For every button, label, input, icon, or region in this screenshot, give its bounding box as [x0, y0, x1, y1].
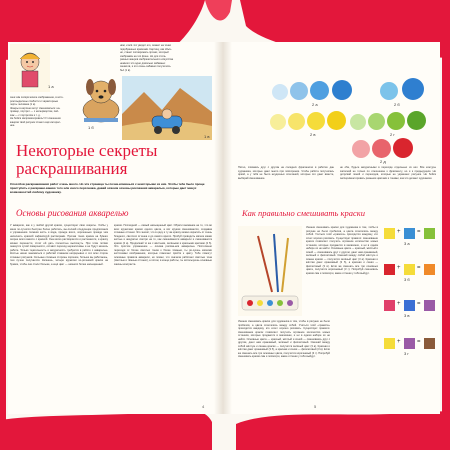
swatch-red-1 [352, 140, 370, 158]
bold-intro-text: Способов раскрашивания работ очень много. Но эта страница ты позна-комишься с некоторыми из них. Чтобы тебе было проще приступить к раскраши-ванию того или иного персонажа, давай освоим основы рисования акварелью, которые дает минус возможностей любому художнику. [10, 182, 205, 194]
text-line: подобранных красками. Картину, как обыч- [120, 47, 172, 51]
equals-sign: = [417, 265, 421, 271]
mix-violet-square [424, 300, 435, 311]
swatch-green-4 [407, 111, 426, 130]
mix-green-square [424, 228, 435, 239]
caption-2a: 2 а [312, 102, 318, 107]
caption-3b: 3 б [404, 277, 410, 282]
mix-red-square [384, 264, 395, 275]
intro-line: пример, портрет — с натюрмортом, пей- [10, 110, 59, 113]
text-line: разных жанров изобразительного искусства [120, 58, 174, 61]
caption-1v: 1 в [204, 134, 210, 139]
swatch-yellow-3 [307, 112, 325, 130]
text-line: сюжетов, и это очень забавно получилось [120, 65, 171, 68]
swatch-green-1 [350, 114, 366, 130]
main-title-line2: раскрашивания [16, 159, 128, 178]
top-right-text [120, 44, 210, 72]
caption-1a: 1 а [48, 84, 54, 89]
caption-2d: 2 д [380, 159, 386, 164]
text-line: изображён на это фоне. Но для столь [120, 54, 166, 58]
equals-sign: = [417, 301, 421, 307]
mix-brown-square [424, 338, 435, 349]
plus-sign: + [397, 339, 401, 345]
equals-sign: = [417, 339, 421, 345]
swatch-green-3 [387, 112, 405, 130]
caption-3v: 3 в [404, 313, 410, 318]
swatch-yellow-4 [327, 111, 346, 130]
caption-1b: 1 б [88, 125, 94, 130]
top-text-right: не оба, будьте аккуратными в переходе отдельных из них. Все контуры заполняй не только по отношению к фрагменту, но и к предыдущим. Не допускай линий и переходов, которые не украшают рисунок. Не бойся экспериментировать разными цветами и тонами, как это делают художники. [340, 166, 436, 180]
plus-sign: + [397, 265, 401, 271]
swatch-deep-blue [402, 78, 424, 100]
drawing-dog-illustration [74, 70, 128, 128]
text-line: но, станет соповрожать прозах, который [120, 51, 169, 54]
swatch-blue-2 [290, 82, 308, 100]
caption-2b: 2 б [394, 102, 400, 107]
mix-yellow-square-2 [404, 264, 415, 275]
intro-line: ром выделены слабости и характерные [10, 99, 59, 103]
heading-mixing: Как правильно смешивать краски [242, 208, 365, 218]
brushes-palette-illustration [238, 226, 302, 316]
left-red-edge [0, 0, 6, 450]
drawing-girl-illustration [10, 44, 50, 92]
right-page-number: 5 [314, 404, 317, 409]
text-line: нём, и всё что увидит его, скажет на тонко [120, 44, 172, 47]
plus-sign: + [397, 301, 401, 307]
swatch-blue-3 [310, 81, 329, 100]
swatch-blue-4 [332, 80, 352, 100]
intro-line: заж — с портретом и т. д. [10, 113, 41, 117]
right-red-edge [442, 0, 450, 450]
caption-2v: 2 в [310, 132, 316, 137]
top-text-left: Пятно, сливаясь друг с другом на соседних фрагментах в работах дан художника, которые дают много при повторении. Чтобы работа получилась яркой, а у тебя не было неудачных сочетаний, которые это дают вместе, выбирай смешивание. [238, 166, 334, 180]
mix-violet-square-2 [404, 338, 415, 349]
main-title-line1: Некоторые секреты [16, 141, 158, 160]
right-page [232, 42, 440, 414]
gutter [214, 42, 232, 414]
text-line: немного это одно довольно забавных [120, 61, 166, 65]
swatch-red-3 [393, 138, 413, 158]
swatch-green-2 [368, 113, 385, 130]
mix-blue-square-2 [404, 300, 415, 311]
intro-text [10, 96, 70, 128]
swatch-red-2 [372, 139, 391, 158]
drawing-car-landscape [122, 76, 212, 140]
intro-line: нее. [10, 124, 16, 127]
swatch-blue-1 [272, 84, 288, 100]
mix-yellow-square-3 [384, 338, 395, 349]
mixing-text: Умение смешивать краски для художника в том, чтобы в рисунке не было пробелов, а цвета сочетались между собой. Учиться этой «грамоте» приходится каждому, кто хочет хорошо рисовать. Существует правило: смешивание красок позволяет получить огромное количество новых оттенков, которые продаются в магазинах, и ни в одном наборе их не найти. Основные цвета — красный, жёлтый и синий — смешиваясь друг с другом, дают нам оранжевый, зелёный и фиолетовый. Смешай между собой жёлтую и синюю краски — получится зелёный цвет (3 а). Красная и жёлтая дают оранжевый (3 б), а красная и синяя — фиолетовый (3 в). Если же смешать все три основных цвета, получится коричневый (3 г). Попробуй смешивать краски сам и посмотри, какие оттенки у тебя выйдут. [306, 226, 378, 275]
left-page [8, 42, 214, 414]
text-line: бы! (1 в). [120, 68, 131, 72]
column-1-text: У акварели, как и у любой другой краски, существуют свои секреты. Чтобы у меня по-лучился быстрее более работать, вы-полняй следующие предписания и упражнения. Нижняя кисть и вода, прежде всего, хорошенько прежде чем наполнить краской зафиксируй растворами. Прочая тонко краска на бумаге скорее всего вместе с краской. Она мягко растворяется и растекается, и краску можно перенести, стоит ей дать полностью высохнуть. При этом потёки окажутся сухой поверхности, оставят переход неразличимы и не будут мешать работе. Только тщательность и аккуратность требуется в работе с акварелью. Кистью начни заниматься и работай стаканом непрерывно и ото всех сторон сложных рисунков. Сильные сложные стороны хорошие, больше вы работаешь, тем лучше получается. Капнешь, четыре кружочки ко-ричневой краски на бумаге, чтобы они стали больше, а ещё цвет — немного более насыщенный. [10, 224, 108, 266]
swatch-yellow-2 [288, 113, 305, 130]
mix-blue-square [404, 228, 415, 239]
mix-yellow-square [384, 228, 395, 239]
swatch-yellow-1 [270, 114, 286, 130]
caption-3g: 3 г [404, 351, 409, 356]
column-2-text: краски. Последний — самый насыщенный цвет. Обрати внимание на то, что во всех кружочках краски одного цвета, а вот кружки смешиваются, создавая сложные оттенки. Это значит, что в одну и ту же краску можно окрасить от очень бледного, светлого оттенка и до самого яркого. Пробуй проводить мягкие мазки кистью и аккуратно смотри на то, как смешиваются акварели и смешиваются краски (2 а). Продолжай то же с жёлтыми, зелёными и красными цветами (2 б). Это простое упражнение — основа рисова-ния акварелью. Постепенно переходя от более светлых тонов к более тёмным, ты ри-суешь мягкими кисточками изображения, которые помогают прийти к цвету. Тебе помогут основные правила акварели, но помни, что сначала работают светлые тона (светлые и тёмные оттенки), а потом, в конце работы, ты используешь основные законы контраста. [114, 224, 212, 266]
intro-line: сюж хим сатирическое изображение, в кото- [10, 96, 64, 99]
intro-line: Не бойся импровизировать! От смешения [10, 117, 61, 120]
left-page-number: 4 [202, 404, 205, 409]
subheading-watercolor: Основы рисования акварелью [16, 208, 129, 218]
mix-orange-square [424, 264, 435, 275]
swatch-light-blue [380, 82, 398, 100]
mix-red-square-2 [384, 300, 395, 311]
caption-3a: 3 а [404, 241, 410, 246]
intro-line: жанров твой рисунок станет ещё интерес- [10, 120, 61, 124]
intro-line: Жанры в картине могут смешиваться: на- [10, 106, 61, 110]
caption-2g: 2 г [390, 132, 395, 137]
plus-sign: + [397, 229, 401, 235]
intro-line: черты человека (1 а). [10, 103, 36, 106]
mixing-text-part-lower: Умение смешивать краски для художника в том, чтобы в рисунке не было пробелов, а цвета сочетались между собой. Учиться этой «грамоте» приходится каждому, кто хочет хорошо рисовать. Существует правило: смешивание красок позволяет получить огромное количество новых оттенков, которые продаются в магазинах, и ни в одном наборе их не найти. Основные цвета — красный, жёлтый и синий — смешиваясь друг с другом, дают нам оранжевый, зелёный и фиолетовый. Смешай между собой жёлтую и синюю краски — получится зелёный цвет (3 а). Красная и жёлтая дают оранжевый (3 б), а красная и синяя — фиолетовый (3 в). Если же смешать все три основных цвета, получится коричневый (3 г). Попробуй смешивать краски сам и посмотри, какие оттенки у тебя выйдут. [238, 320, 330, 358]
equals-sign: = [417, 229, 421, 235]
